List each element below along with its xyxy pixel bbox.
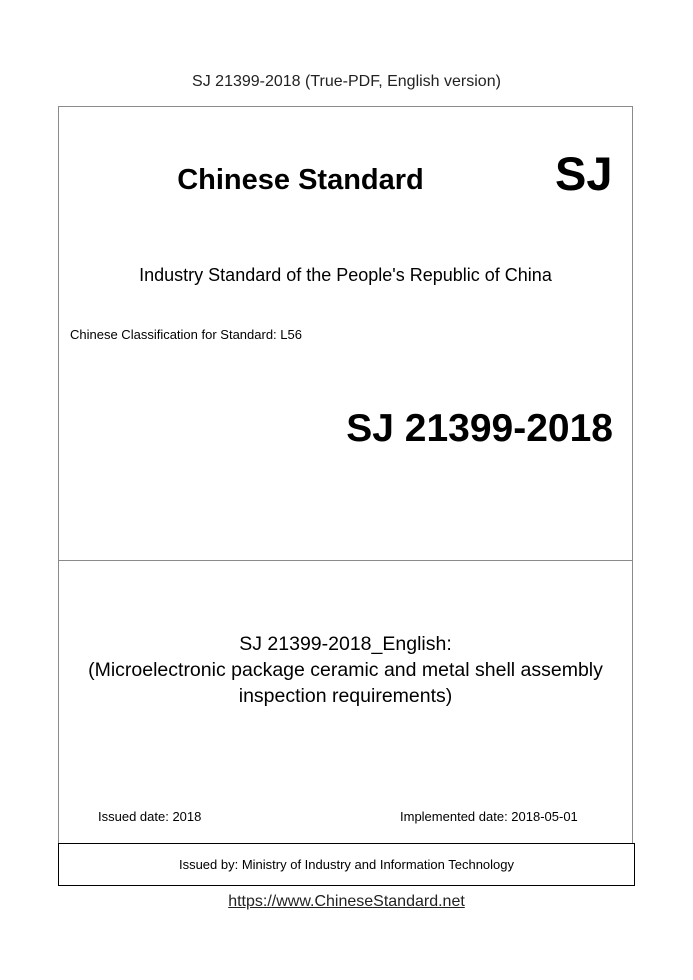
standard-number: SJ 21399-2018 (346, 407, 613, 450)
classification-code: Chinese Classification for Standard: L56 (70, 327, 302, 342)
implemented-date: Implemented date: 2018-05-01 (400, 809, 578, 824)
title-line-1: SJ 21399-2018_English: (239, 633, 452, 655)
title-line-2: (Microelectronic package ceramic and metal shell assembly (88, 659, 603, 681)
industry-standard-line: Industry Standard of the People's Republic of China (139, 265, 552, 285)
website-link[interactable]: https://www.ChineseStandard.net (228, 893, 465, 910)
issuer-text: Issued by: Ministry of Industry and Information Technology (178, 857, 515, 872)
document-title-block (58, 631, 633, 709)
standard-heading: Chinese Standard (177, 164, 424, 196)
standard-abbreviation-logo: SJ (555, 147, 613, 200)
issued-date: Issued date: 2018 (98, 809, 202, 824)
issuer-box (58, 843, 635, 886)
document-header-title: SJ 21399-2018 (True-PDF, English version) (192, 73, 501, 90)
title-line-3: inspection requirements) (238, 685, 453, 707)
